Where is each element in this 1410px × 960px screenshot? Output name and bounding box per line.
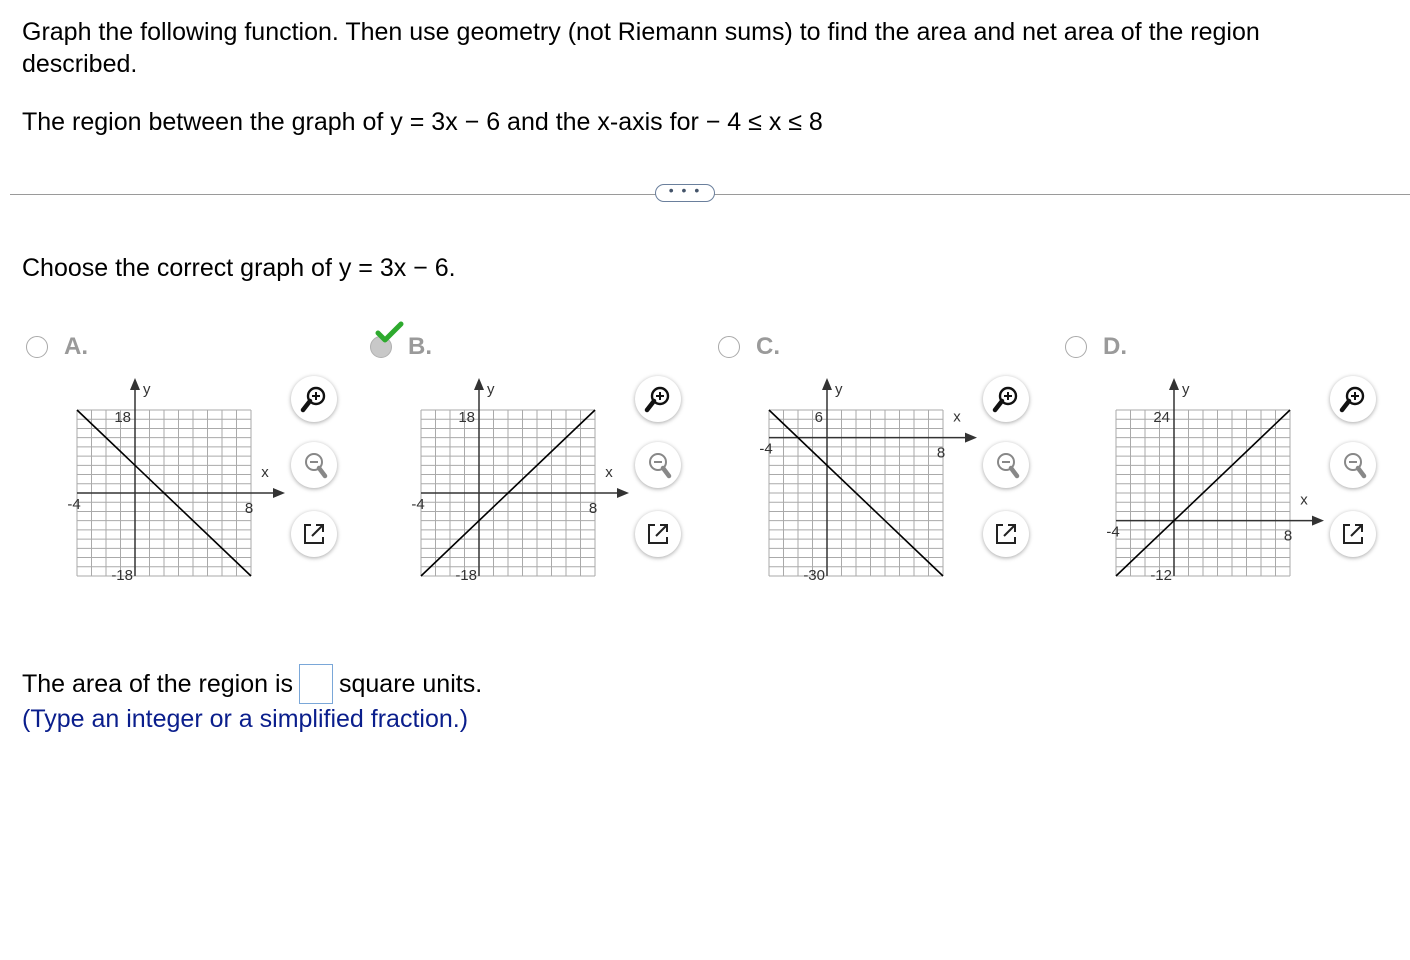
y-tick-top: 24 bbox=[1153, 409, 1170, 426]
zoom-out-icon bbox=[299, 450, 329, 480]
zoom-in-button[interactable] bbox=[635, 376, 681, 422]
open-new-window-icon bbox=[299, 519, 329, 549]
zoom-out-icon bbox=[643, 450, 673, 480]
open-graph-button[interactable] bbox=[983, 511, 1029, 557]
zoom-in-icon bbox=[991, 384, 1021, 414]
zoom-out-button[interactable] bbox=[635, 442, 681, 488]
zoom-in-icon bbox=[1338, 384, 1368, 414]
option-a-label[interactable]: A. bbox=[64, 333, 88, 360]
option-a-graph bbox=[0, 376, 269, 586]
option-d-graph bbox=[1039, 376, 1308, 586]
open-new-window-icon bbox=[1338, 519, 1368, 549]
zoom-out-button[interactable] bbox=[1330, 442, 1376, 488]
x-axis-label: x bbox=[605, 464, 613, 481]
expand-button[interactable]: • • • bbox=[655, 184, 715, 202]
option-b-graph bbox=[344, 376, 613, 586]
y-tick-bottom: -18 bbox=[111, 567, 133, 584]
option-c-radio[interactable] bbox=[718, 336, 740, 358]
y-tick-bottom: -18 bbox=[455, 567, 477, 584]
answer-prefix: The area of the region is bbox=[22, 670, 293, 698]
question-text: Graph the following function. Then use geometry (not Riemann sums) to find the area and net area of the region described. bbox=[22, 18, 1260, 78]
option-d-radio[interactable] bbox=[1065, 336, 1087, 358]
y-axis-arrow bbox=[474, 378, 484, 390]
option-c-graph bbox=[692, 376, 961, 586]
x-tick-right: 8 bbox=[244, 500, 254, 517]
x-tick-right: 8 bbox=[1283, 527, 1293, 545]
answer-row bbox=[22, 664, 482, 704]
y-axis-arrow bbox=[1169, 378, 1179, 390]
x-axis-arrow bbox=[617, 488, 629, 498]
x-tick-left: -4 bbox=[759, 440, 773, 458]
open-graph-button[interactable] bbox=[1330, 511, 1376, 557]
y-tick-top: 18 bbox=[114, 409, 131, 426]
region-description: The region between the graph of y = 3x − 6 and the x-axis for − 4 ≤ x ≤ 8 bbox=[22, 108, 823, 136]
option-b-label[interactable]: B. bbox=[408, 333, 432, 360]
y-axis-label: y bbox=[835, 381, 843, 398]
graph-prompt: Choose the correct graph of y = 3x − 6. bbox=[22, 254, 456, 282]
zoom-out-button[interactable] bbox=[983, 442, 1029, 488]
x-axis-label: x bbox=[1300, 491, 1308, 509]
option-c-label[interactable]: C. bbox=[756, 333, 780, 360]
y-tick-bottom: -12 bbox=[1150, 567, 1172, 584]
x-axis-arrow bbox=[273, 488, 285, 498]
option-d-label[interactable]: D. bbox=[1103, 333, 1127, 360]
area-answer-input[interactable] bbox=[299, 664, 333, 704]
option-a-radio[interactable] bbox=[26, 336, 48, 358]
answer-suffix: square units. bbox=[339, 670, 483, 698]
zoom-out-icon bbox=[991, 450, 1021, 480]
x-tick-right: 8 bbox=[936, 444, 946, 462]
open-graph-button[interactable] bbox=[635, 511, 681, 557]
x-axis-label: x bbox=[261, 464, 269, 481]
zoom-out-button[interactable] bbox=[291, 442, 337, 488]
open-new-window-icon bbox=[643, 519, 673, 549]
y-tick-top: 18 bbox=[458, 409, 475, 426]
x-axis-arrow bbox=[965, 433, 977, 443]
y-axis-arrow bbox=[130, 378, 140, 390]
x-tick-left: -4 bbox=[67, 496, 81, 513]
zoom-in-button[interactable] bbox=[983, 376, 1029, 422]
zoom-in-button[interactable] bbox=[1330, 376, 1376, 422]
y-axis-arrow bbox=[822, 378, 832, 390]
x-tick-right: 8 bbox=[588, 500, 598, 517]
zoom-in-icon bbox=[299, 384, 329, 414]
x-axis-arrow bbox=[1312, 516, 1324, 526]
answer-hint: (Type an integer or a simplified fraction.) bbox=[22, 705, 469, 733]
y-axis-label: y bbox=[1182, 381, 1190, 398]
y-axis-label: y bbox=[487, 381, 495, 398]
open-new-window-icon bbox=[991, 519, 1021, 549]
y-axis-label: y bbox=[143, 381, 151, 398]
open-graph-button[interactable] bbox=[291, 511, 337, 557]
x-tick-left: -4 bbox=[411, 496, 425, 513]
zoom-out-icon bbox=[1338, 450, 1368, 480]
zoom-in-icon bbox=[643, 384, 673, 414]
x-axis-label: x bbox=[953, 408, 961, 426]
zoom-in-button[interactable] bbox=[291, 376, 337, 422]
x-tick-left: -4 bbox=[1106, 523, 1120, 541]
y-tick-bottom: -30 bbox=[803, 567, 825, 584]
correct-check-icon bbox=[376, 322, 404, 344]
y-tick-top: 6 bbox=[814, 409, 823, 426]
